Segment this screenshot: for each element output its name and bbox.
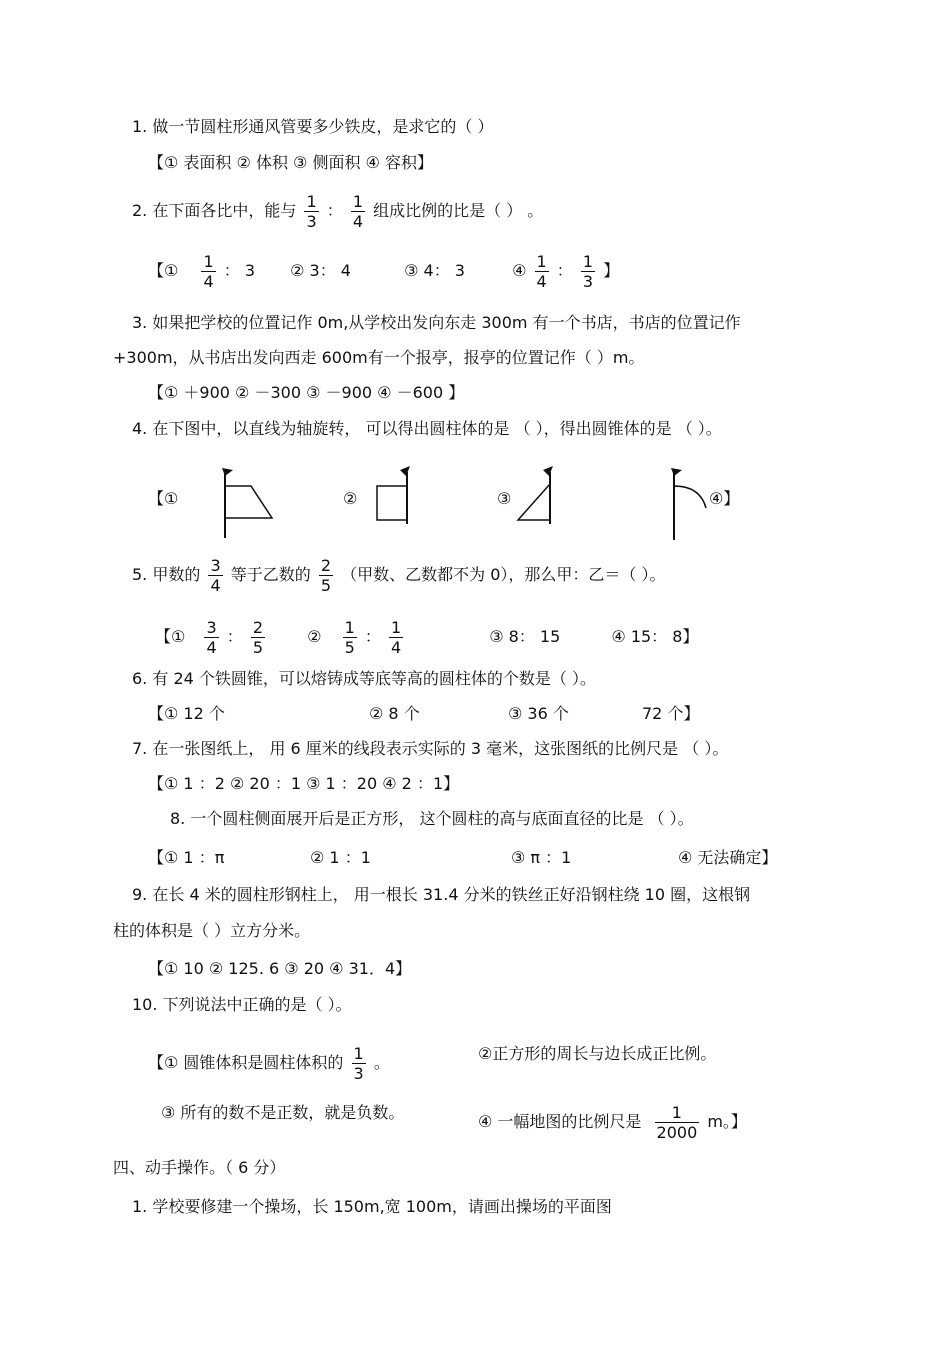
q2-opt1-text: ： 3 bbox=[223, 261, 256, 280]
q10-opt4-fraction bbox=[655, 1103, 700, 1142]
q2-fraction-2-num: 1 bbox=[352, 192, 364, 211]
q5-options bbox=[155, 618, 698, 657]
q2-stem-text-b: 组成比例的比是（ ） 。 bbox=[373, 201, 544, 220]
q6-opt4: 72 个】 bbox=[642, 704, 700, 723]
q4-label-1: 【① bbox=[148, 489, 179, 508]
q6-opt2: ② 8 个 bbox=[369, 704, 420, 723]
q5-opt3: ③ 8： 15 bbox=[489, 627, 561, 646]
q9-stem-line-2: 柱的体积是（ ）立方分米。 bbox=[113, 921, 311, 940]
q8-opt3: ③ π ：1 bbox=[511, 848, 572, 867]
q5-stem bbox=[132, 556, 665, 595]
q1-options: 【① 表面积 ② 体积 ③ 侧面积 ④ 容积】 bbox=[148, 153, 433, 172]
q5-opt2-label: ② bbox=[307, 627, 322, 646]
q2-opt4-num-2: 1 bbox=[582, 252, 594, 271]
q10-opt1-fraction bbox=[352, 1044, 366, 1083]
q8-stem: 8. 一个圆柱侧面展开后是正方形， 这个圆柱的高与底面直径的比是 （ ）。 bbox=[170, 809, 694, 828]
q2-opt1-fraction bbox=[201, 252, 215, 291]
q2-colon: ： bbox=[326, 201, 343, 220]
q4-figure-4-arc bbox=[660, 462, 712, 544]
q5-opt1-fraction-2 bbox=[251, 618, 265, 657]
q5-opt1-num-1: 3 bbox=[206, 618, 217, 637]
q3-options: 【① ＋900 ② －300 ③ －900 ④ －600 】 bbox=[148, 383, 465, 402]
q2-opt4-fraction-2 bbox=[581, 252, 595, 291]
q5-fraction-2-den: 5 bbox=[320, 576, 332, 595]
q2-fraction-1 bbox=[304, 192, 318, 231]
q2-opt2: ② 3： 4 bbox=[290, 261, 351, 280]
q10-opt4-num: 1 bbox=[671, 1103, 682, 1122]
q4-stem: 4. 在下图中，以直线为轴旋转， 可以得出圆柱体的是 （ ），得出圆锥体的是 （ ）。 bbox=[132, 419, 722, 438]
q4-figure-3-triangle bbox=[510, 462, 560, 532]
q5-text-c: （甲数、乙数都不为 0），那么甲：乙＝（ ）。 bbox=[341, 565, 666, 584]
q5-opt2-fraction-2 bbox=[389, 618, 403, 657]
q5-opt2-colon: ： bbox=[364, 627, 381, 646]
q4-label-3: ③ bbox=[497, 489, 512, 508]
q5-fraction-2-num: 2 bbox=[320, 556, 332, 575]
q3-stem-line-2: +300m，从书店出发向西走 600m有一个报亭，报亭的位置记作（ ）m。 bbox=[113, 348, 645, 367]
q5-fraction-1 bbox=[208, 556, 222, 595]
q2-opt1-num: 1 bbox=[203, 252, 214, 271]
q2-fraction-1-num: 1 bbox=[306, 192, 317, 211]
q10-opt4-end: m。】 bbox=[707, 1112, 747, 1131]
q5-opt2-num-1: 1 bbox=[344, 618, 355, 637]
q5-opt1-fraction-1 bbox=[204, 618, 218, 657]
q1-stem: 1. 做一节圆柱形通风管要多少铁皮，是求它的（ ） bbox=[132, 117, 494, 136]
q2-opt4-label: ④ bbox=[512, 261, 527, 280]
q10-opt4-text: ④ 一幅地图的比例尺是 bbox=[478, 1112, 642, 1131]
q5-text-a: 5. 甲数的 bbox=[132, 565, 201, 584]
q10-stem: 10. 下列说法中正确的是（ ）。 bbox=[132, 995, 352, 1014]
q10-opt4 bbox=[478, 1103, 747, 1142]
q10-opt1-text: 【① 圆锥体积是圆柱体积的 bbox=[148, 1053, 344, 1072]
q4-label-4: ④】 bbox=[709, 489, 740, 508]
q9-options: 【① 10 ② 125. 6 ③ 20 ④ 31．4】 bbox=[148, 959, 412, 978]
q2-opt4-num-1: 1 bbox=[536, 252, 547, 271]
q4-figure-1-trapezoid bbox=[205, 462, 280, 542]
q6-opt3: ③ 36 个 bbox=[508, 704, 569, 723]
q4-figure-2-square bbox=[368, 462, 418, 532]
section-4-title: 四、动手操作。（ 6 分） bbox=[113, 1158, 286, 1177]
q2-opt4-fraction-1 bbox=[535, 252, 549, 291]
q2-opt3: ③ 4： 3 bbox=[404, 261, 465, 280]
q6-stem: 6. 有 24 个铁圆锥，可以熔铸成等底等高的圆柱体的个数是（ ）。 bbox=[132, 669, 596, 688]
q10-opt3: ③ 所有的数不是正数，就是负数。 bbox=[161, 1103, 405, 1122]
q2-fraction-2-den: 4 bbox=[352, 212, 364, 231]
q6-opt1: 【① 12 个 bbox=[148, 704, 225, 723]
q2-options bbox=[148, 252, 619, 291]
q2-stem-text-a: 2. 在下面各比中，能与 bbox=[132, 201, 297, 220]
section-4-q1: 1. 学校要修建一个操场，长 150m,宽 100m，请画出操场的平面图 bbox=[132, 1197, 612, 1216]
q2-fraction-1-den: 3 bbox=[306, 212, 317, 231]
q5-opt1-label: 【① bbox=[155, 627, 186, 646]
q5-opt2-den-2: 4 bbox=[390, 638, 402, 657]
q8-opt1: 【① 1 ：π bbox=[148, 848, 225, 867]
q2-opt4-end: 】 bbox=[603, 261, 620, 280]
q9-stem-line-1: 9. 在长 4 米的圆柱形钢柱上， 用一根长 31.4 分米的铁丝正好沿钢柱绕 10 圈，这根钢 bbox=[132, 885, 751, 904]
q10-opt1 bbox=[148, 1044, 390, 1083]
q2-opt1-label: 【① bbox=[148, 261, 179, 280]
q5-opt1-colon: ： bbox=[226, 627, 243, 646]
q5-opt4: ④ 15： 8】 bbox=[611, 627, 699, 646]
q2-fraction-2 bbox=[351, 192, 365, 231]
q5-fraction-1-num: 3 bbox=[210, 556, 221, 575]
q2-opt4-den-1: 4 bbox=[536, 272, 547, 291]
q8-opt4: ④ 无法确定】 bbox=[678, 848, 778, 867]
q5-opt1-den-2: 5 bbox=[252, 638, 264, 657]
q7-stem: 7. 在一张图纸上， 用 6 厘米的线段表示实际的 3 毫米，这张图纸的比例尺是 （ ）。 bbox=[132, 739, 729, 758]
q8-opt2: ② 1 ：1 bbox=[310, 848, 371, 867]
q7-options: 【① 1 ：2 ② 20 ：1 ③ 1 ：20 ④ 2 ：1】 bbox=[148, 774, 460, 793]
q10-opt4-den: 2000 bbox=[656, 1123, 698, 1142]
q4-label-2: ② bbox=[343, 489, 358, 508]
q5-opt2-den-1: 5 bbox=[344, 638, 355, 657]
q5-opt2-fraction-1 bbox=[343, 618, 357, 657]
q3-stem-line-1: 3. 如果把学校的位置记作 0m,从学校出发向东走 300m 有一个书店，书店的位置记作 bbox=[132, 313, 741, 332]
q5-opt2-num-2: 1 bbox=[390, 618, 402, 637]
q10-opt1-end: 。 bbox=[373, 1053, 390, 1072]
q10-opt1-num: 1 bbox=[353, 1044, 364, 1063]
q5-opt1-den-1: 4 bbox=[206, 638, 217, 657]
q2-opt1-den: 4 bbox=[203, 272, 214, 291]
q5-fraction-1-den: 4 bbox=[210, 576, 221, 595]
q10-opt2: ②正方形的周长与边长成正比例。 bbox=[478, 1044, 717, 1063]
q5-text-b: 等于乙数的 bbox=[230, 565, 311, 584]
q2-stem bbox=[132, 192, 543, 231]
q10-opt1-den: 3 bbox=[353, 1064, 364, 1083]
q5-opt1-num-2: 2 bbox=[252, 618, 264, 637]
q5-fraction-2 bbox=[319, 556, 333, 595]
q2-opt4-den-2: 3 bbox=[582, 272, 594, 291]
q2-opt4-colon: ： bbox=[556, 261, 573, 280]
